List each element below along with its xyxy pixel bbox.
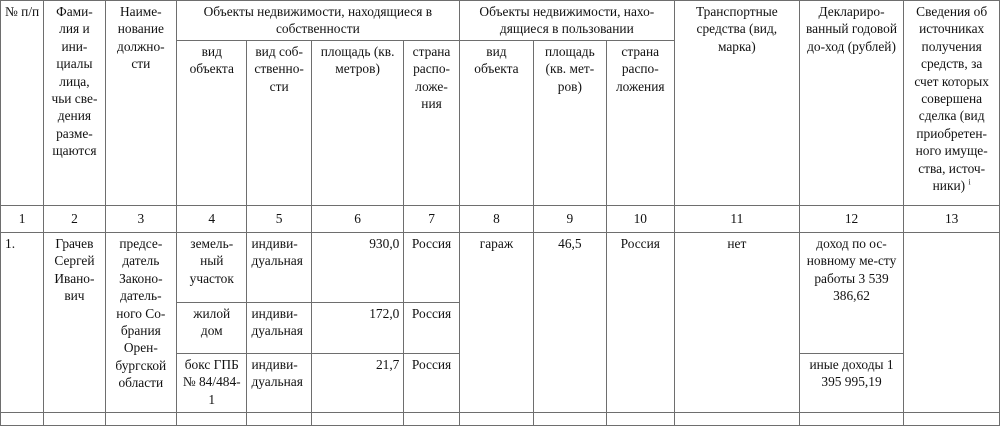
column-number: 12 (799, 206, 904, 233)
person-position: предсе-датель Законо-датель-ного Со-брания Орен-бургской области (105, 233, 176, 413)
header-name: Фами-лия и ини-циалы лица, чьи све-дения разме-щаются (44, 1, 105, 206)
spacer-cell (105, 413, 176, 426)
spacer-cell (606, 413, 674, 426)
column-number: 6 (311, 206, 404, 233)
spacer-cell (674, 413, 799, 426)
header-owned-area: площадь (кв. метров) (311, 41, 404, 206)
header-sources (904, 1, 1000, 206)
owned-area: 930,0 (311, 233, 404, 303)
header-owned-ownership: вид соб-ственно-сти (247, 41, 311, 206)
column-number: 8 (459, 206, 533, 233)
spacer-cell (44, 413, 105, 426)
header-owned-type: вид объекта (177, 41, 247, 206)
header-vehicles: Транспортные средства (вид, марка) (674, 1, 799, 206)
column-number: 4 (177, 206, 247, 233)
column-number: 13 (904, 206, 1000, 233)
header-income: Деклариро-ванный годовой до-ход (рублей) (799, 1, 904, 206)
spacer-cell (904, 413, 1000, 426)
spacer-cell (1, 413, 44, 426)
column-number: 1 (1, 206, 44, 233)
column-number: 9 (534, 206, 606, 233)
deal-sources (904, 233, 1000, 413)
header-used-property: Объекты недвижимости, нахо-дящиеся в пользовании (459, 1, 674, 41)
column-number: 5 (247, 206, 311, 233)
used-area: 46,5 (534, 233, 606, 413)
used-country: Россия (606, 233, 674, 413)
person-number: 1. (1, 233, 44, 413)
owned-country: Россия (404, 233, 459, 303)
spacer-cell (247, 413, 311, 426)
header-position: Наиме-нование должно-сти (105, 1, 176, 206)
spacer-cell (404, 413, 459, 426)
column-number: 3 (105, 206, 176, 233)
header-used-area: площадь (кв. мет-ров) (534, 41, 606, 206)
owned-type: бокс ГПБ № 84/484-1 (177, 354, 247, 413)
header-used-country: страна распо-ложения (606, 41, 674, 206)
owned-country: Россия (404, 303, 459, 354)
person-name: Грачев Сергей Ивано-вич (44, 233, 105, 413)
owned-ownership: индиви-дуальная (247, 233, 311, 303)
owned-ownership: индиви-дуальная (247, 303, 311, 354)
spacer-cell (534, 413, 606, 426)
header-number: № п/п (1, 1, 44, 206)
spacer-cell (177, 413, 247, 426)
column-number: 7 (404, 206, 459, 233)
column-number: 11 (674, 206, 799, 233)
spacer-cell (311, 413, 404, 426)
owned-area: 172,0 (311, 303, 404, 354)
owned-ownership: индиви-дуальная (247, 354, 311, 413)
column-number: 2 (44, 206, 105, 233)
column-number: 10 (606, 206, 674, 233)
owned-type: жилой дом (177, 303, 247, 354)
owned-type: земель-ный участок (177, 233, 247, 303)
spacer-cell (799, 413, 904, 426)
income-other: иные доходы 1 395 995,19 (799, 354, 904, 413)
used-type: гараж (459, 233, 533, 413)
income-main: доход по ос-новному ме-сту работы 3 539 386,62 (799, 233, 904, 354)
owned-country: Россия (404, 354, 459, 413)
owned-area: 21,7 (311, 354, 404, 413)
header-owned-country: страна распо-ложе-ния (404, 41, 459, 206)
header-owned-property: Объекты недвижимости, находящиеся в собственности (177, 1, 460, 41)
spacer-cell (459, 413, 533, 426)
header-used-type: вид объекта (459, 41, 533, 206)
header-sources-text: Сведения об источниках получения средств, за счет которых совершена сделка (вид приобретен-ного имуще-ства, источ-ники) (914, 4, 989, 194)
footnote-marker: i (968, 177, 971, 187)
vehicles: нет (674, 233, 799, 413)
